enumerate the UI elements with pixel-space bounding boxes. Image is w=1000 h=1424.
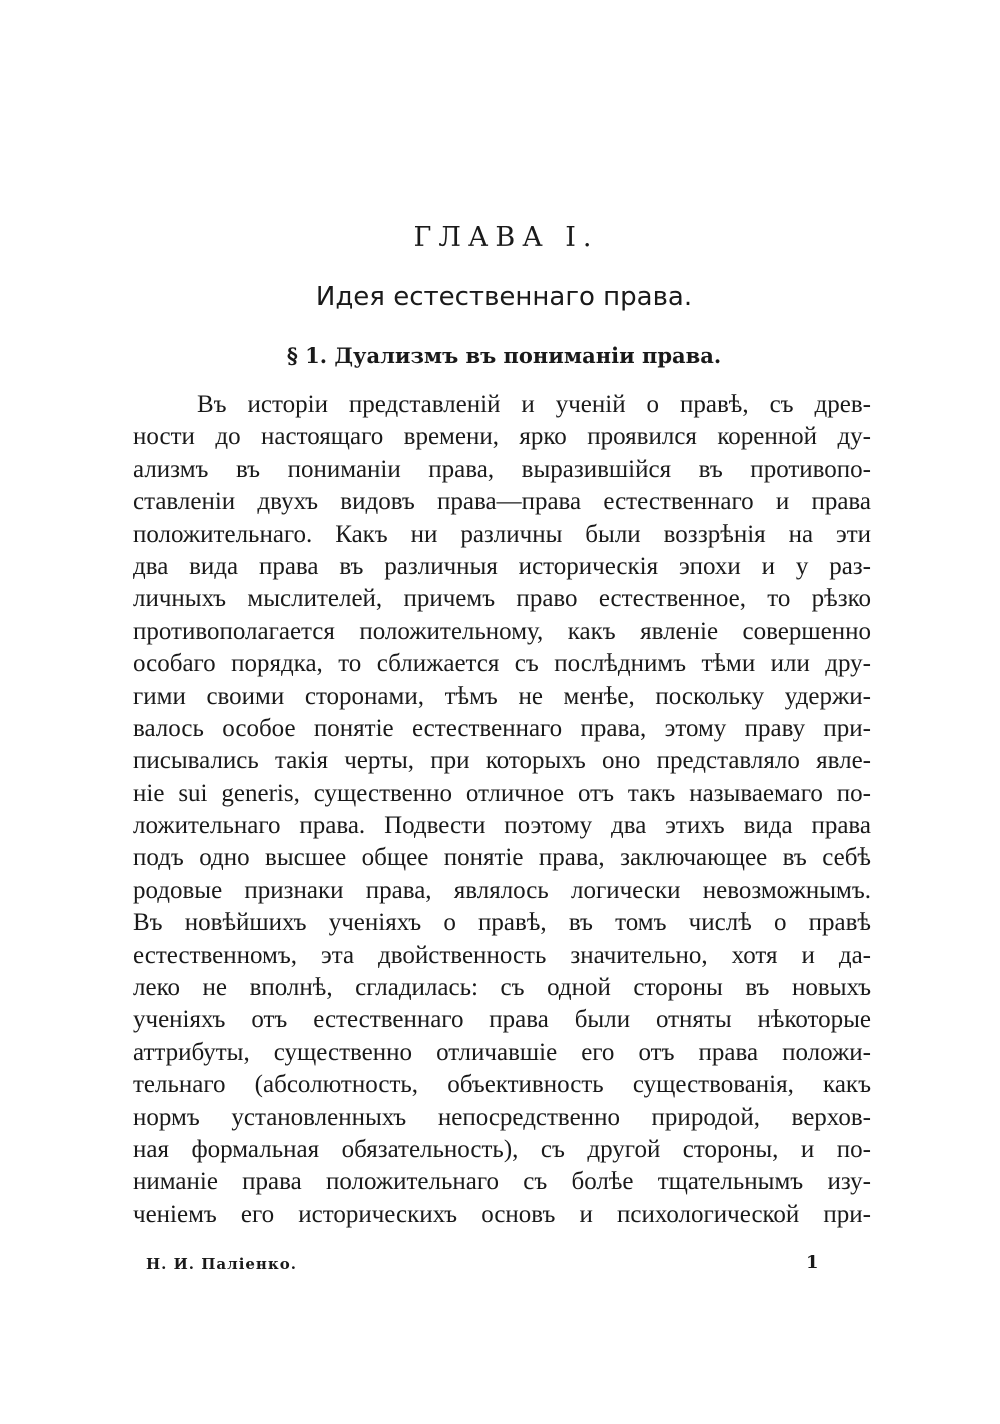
text-line: ниманіе права положительнаго съ болѣе тщательнымъ изу-: [133, 1168, 871, 1196]
text-line: ніе sui generis, существенно отличное отъ такъ называемаго по-: [133, 779, 871, 807]
text-line: подъ одно высшее общее понятіе права, заключающее въ себѣ: [133, 844, 871, 872]
text-line: ности до настоящаго времени, ярко проявился коренной ду-: [133, 423, 871, 451]
chapter-title: Идея естественнаго права.: [315, 282, 693, 312]
text-line: гими своими сторонами, тѣмъ не менѣе, поскольку удержи-: [133, 682, 871, 710]
text-line: писывались такія черты, при которыхъ оно представляло явле-: [133, 747, 871, 775]
text-line: естественномъ, эта двойственность значительно, хотя и да-: [133, 941, 871, 969]
text-line: нормъ установленныхъ непосредственно природой, верхов-: [133, 1103, 871, 1131]
text-line: два вида права въ различныя историческія эпохи и у раз-: [133, 552, 871, 580]
chapter-heading: ГЛАВА I.: [413, 222, 599, 253]
text-line: ставленіи двухъ видовъ права—права естественнаго и права: [133, 488, 871, 516]
text-line: Въ новѣйшихъ ученіяхъ о правѣ, въ томъ числѣ о правѣ: [133, 909, 871, 937]
text-line: ученіяхъ отъ естественнаго права были отняты нѣкоторые: [133, 1006, 871, 1034]
text-line: аттрибуты, существенно отличавшіе его отъ права положи-: [133, 1038, 871, 1066]
text-line: ализмъ въ пониманіи права, выразившійся въ противопо-: [133, 455, 871, 483]
text-line: положительнаго. Какъ ни различны были воззрѣнія на эти: [133, 520, 871, 548]
footer-author: Н. И. Паліенко.: [146, 1255, 297, 1273]
text-line: валось особое понятіе естественнаго права, этому праву при-: [133, 714, 871, 742]
text-line: леко не вполнѣ, сгладилась: съ одной стороны въ новыхъ: [133, 974, 871, 1002]
text-line: родовые признаки права, являлось логически невозможнымъ.: [133, 876, 871, 904]
text-line: ная формальная обязательность), съ другой стороны, и по-: [133, 1135, 871, 1163]
page-number: 1: [806, 1252, 819, 1273]
text-line: ченіемъ его историческихъ основъ и психологической при-: [133, 1200, 871, 1228]
text-line: личныхъ мыслителей, причемъ право естественное, то рѣзко: [133, 585, 871, 613]
text-line: тельнаго (абсолютность, объективность существованія, какъ: [133, 1071, 871, 1099]
section-heading: § 1. Дуализмъ въ пониманіи права.: [286, 343, 722, 368]
text-line: ложительнаго права. Подвести поэтому два этихъ вида права: [133, 812, 871, 840]
text-line: Въ исторіи представленій и ученій о правѣ, съ древ-: [197, 391, 871, 418]
text-line: противополагается положительному, какъ явленіе совершенно: [133, 617, 871, 645]
text-line: особаго порядка, то сближается съ послѣднимъ тѣми или дру-: [133, 650, 871, 678]
body-paragraph: [133, 389, 871, 1231]
